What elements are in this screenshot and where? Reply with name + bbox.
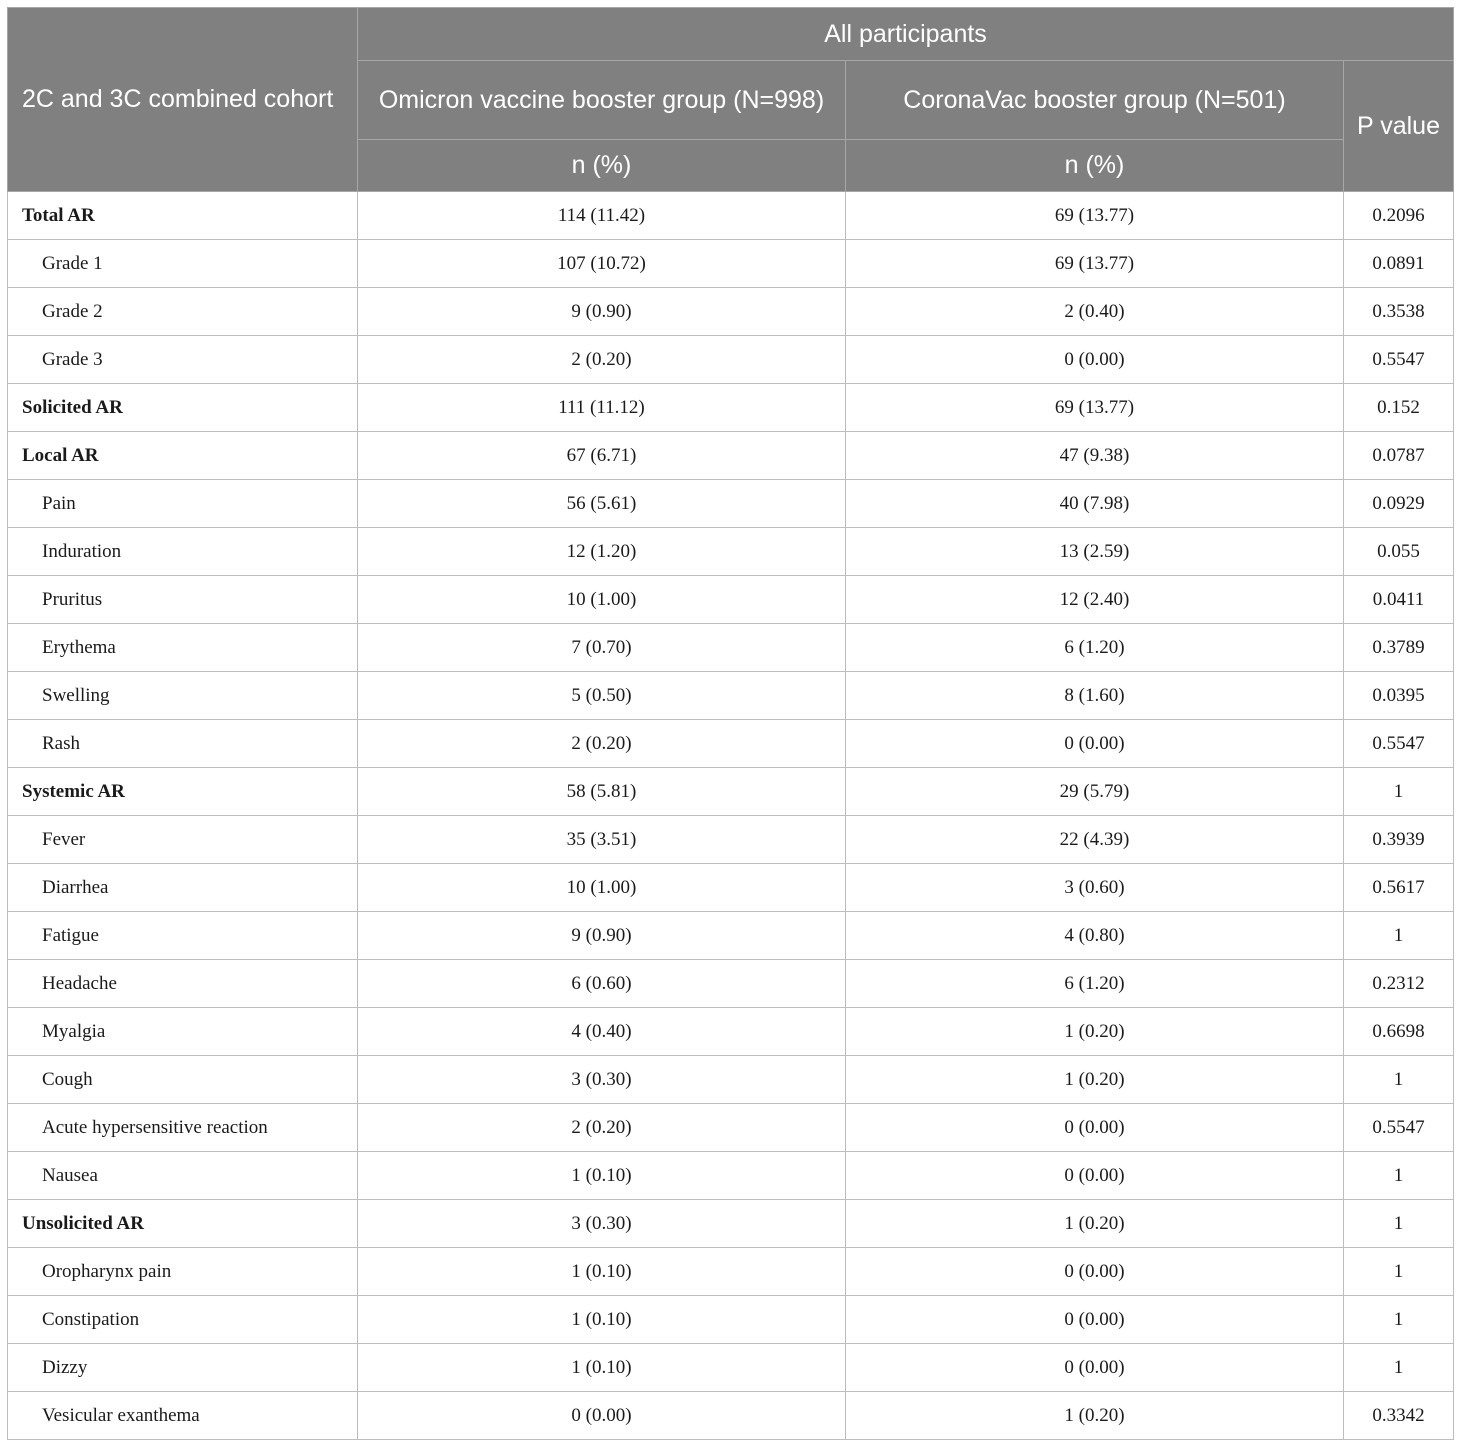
p-value-cell: 1 bbox=[1344, 1056, 1454, 1104]
coronavac-value-cell: 0 (0.00) bbox=[846, 1152, 1344, 1200]
table-row bbox=[8, 336, 1454, 384]
table-row bbox=[8, 432, 1454, 480]
row-label-cell: Oropharynx pain bbox=[8, 1248, 358, 1296]
p-value-cell: 0.3342 bbox=[1344, 1392, 1454, 1440]
p-value-cell: 0.055 bbox=[1344, 528, 1454, 576]
table-row bbox=[8, 912, 1454, 960]
omicron-value-cell: 7 (0.70) bbox=[358, 624, 846, 672]
row-label-cell: Erythema bbox=[8, 624, 358, 672]
omicron-value-cell: 111 (11.12) bbox=[358, 384, 846, 432]
row-label-cell: Nausea bbox=[8, 1152, 358, 1200]
coronavac-value-cell: 2 (0.40) bbox=[846, 288, 1344, 336]
table-row bbox=[8, 768, 1454, 816]
omicron-value-cell: 35 (3.51) bbox=[358, 816, 846, 864]
table-row bbox=[8, 288, 1454, 336]
row-label-cell: Unsolicited AR bbox=[8, 1200, 358, 1248]
coronavac-value-cell: 0 (0.00) bbox=[846, 1296, 1344, 1344]
p-value-cell: 1 bbox=[1344, 1296, 1454, 1344]
omicron-value-cell: 2 (0.20) bbox=[358, 1104, 846, 1152]
coronavac-value-cell: 1 (0.20) bbox=[846, 1008, 1344, 1056]
row-label-cell: Fever bbox=[8, 816, 358, 864]
table-row bbox=[8, 528, 1454, 576]
table-row bbox=[8, 1056, 1454, 1104]
omicron-value-cell: 2 (0.20) bbox=[358, 336, 846, 384]
table-row bbox=[8, 1104, 1454, 1152]
table-row bbox=[8, 1296, 1454, 1344]
row-label-cell: Dizzy bbox=[8, 1344, 358, 1392]
p-value-cell: 0.5547 bbox=[1344, 1104, 1454, 1152]
coronavac-value-cell: 1 (0.20) bbox=[846, 1392, 1344, 1440]
coronavac-n-pct-header: n (%) bbox=[846, 140, 1344, 192]
coronavac-value-cell: 4 (0.80) bbox=[846, 912, 1344, 960]
row-label-cell: Pruritus bbox=[8, 576, 358, 624]
row-label-cell: Rash bbox=[8, 720, 358, 768]
table-row bbox=[8, 1392, 1454, 1440]
row-label-cell: Diarrhea bbox=[8, 864, 358, 912]
omicron-value-cell: 67 (6.71) bbox=[358, 432, 846, 480]
coronavac-group-header: CoronaVac booster group (N=501) bbox=[846, 61, 1344, 140]
cohort-header: 2C and 3C combined cohort bbox=[8, 8, 358, 192]
omicron-value-cell: 10 (1.00) bbox=[358, 864, 846, 912]
row-label-cell: Induration bbox=[8, 528, 358, 576]
row-label-cell: Swelling bbox=[8, 672, 358, 720]
omicron-value-cell: 4 (0.40) bbox=[358, 1008, 846, 1056]
table-row bbox=[8, 816, 1454, 864]
table-row bbox=[8, 1200, 1454, 1248]
table-row bbox=[8, 480, 1454, 528]
coronavac-value-cell: 1 (0.20) bbox=[846, 1056, 1344, 1104]
coronavac-value-cell: 0 (0.00) bbox=[846, 1248, 1344, 1296]
table-row bbox=[8, 1248, 1454, 1296]
row-label-cell: Solicited AR bbox=[8, 384, 358, 432]
coronavac-value-cell: 47 (9.38) bbox=[846, 432, 1344, 480]
table-row bbox=[8, 672, 1454, 720]
p-value-cell: 0.6698 bbox=[1344, 1008, 1454, 1056]
p-value-cell: 0.152 bbox=[1344, 384, 1454, 432]
omicron-value-cell: 9 (0.90) bbox=[358, 288, 846, 336]
omicron-value-cell: 114 (11.42) bbox=[358, 192, 846, 240]
omicron-value-cell: 1 (0.10) bbox=[358, 1344, 846, 1392]
p-value-cell: 1 bbox=[1344, 1200, 1454, 1248]
row-label-cell: Constipation bbox=[8, 1296, 358, 1344]
omicron-value-cell: 1 (0.10) bbox=[358, 1248, 846, 1296]
p-value-cell: 0.3939 bbox=[1344, 816, 1454, 864]
coronavac-value-cell: 22 (4.39) bbox=[846, 816, 1344, 864]
row-label-cell: Cough bbox=[8, 1056, 358, 1104]
row-label-cell: Total AR bbox=[8, 192, 358, 240]
omicron-value-cell: 107 (10.72) bbox=[358, 240, 846, 288]
coronavac-value-cell: 1 (0.20) bbox=[846, 1200, 1344, 1248]
omicron-value-cell: 56 (5.61) bbox=[358, 480, 846, 528]
omicron-n-pct-header: n (%) bbox=[358, 140, 846, 192]
row-label-cell: Vesicular exanthema bbox=[8, 1392, 358, 1440]
omicron-value-cell: 58 (5.81) bbox=[358, 768, 846, 816]
omicron-value-cell: 3 (0.30) bbox=[358, 1056, 846, 1104]
p-value-cell: 0.0395 bbox=[1344, 672, 1454, 720]
omicron-value-cell: 6 (0.60) bbox=[358, 960, 846, 1008]
omicron-value-cell: 9 (0.90) bbox=[358, 912, 846, 960]
table-body bbox=[8, 192, 1454, 1440]
coronavac-value-cell: 6 (1.20) bbox=[846, 960, 1344, 1008]
coronavac-value-cell: 0 (0.00) bbox=[846, 720, 1344, 768]
row-label-cell: Local AR bbox=[8, 432, 358, 480]
p-value-cell: 0.5547 bbox=[1344, 720, 1454, 768]
p-value-cell: 0.5547 bbox=[1344, 336, 1454, 384]
row-label-cell: Grade 2 bbox=[8, 288, 358, 336]
table-row bbox=[8, 864, 1454, 912]
coronavac-value-cell: 0 (0.00) bbox=[846, 1104, 1344, 1152]
p-value-cell: 0.0929 bbox=[1344, 480, 1454, 528]
omicron-value-cell: 10 (1.00) bbox=[358, 576, 846, 624]
table-row bbox=[8, 384, 1454, 432]
adverse-reactions-table bbox=[7, 7, 1454, 1440]
p-value-cell: 0.3789 bbox=[1344, 624, 1454, 672]
coronavac-value-cell: 0 (0.00) bbox=[846, 336, 1344, 384]
coronavac-value-cell: 69 (13.77) bbox=[846, 240, 1344, 288]
row-label-cell: Pain bbox=[8, 480, 358, 528]
coronavac-value-cell: 69 (13.77) bbox=[846, 384, 1344, 432]
omicron-value-cell: 12 (1.20) bbox=[358, 528, 846, 576]
p-value-cell: 1 bbox=[1344, 1248, 1454, 1296]
omicron-value-cell: 3 (0.30) bbox=[358, 1200, 846, 1248]
omicron-value-cell: 2 (0.20) bbox=[358, 720, 846, 768]
table-row bbox=[8, 240, 1454, 288]
coronavac-value-cell: 29 (5.79) bbox=[846, 768, 1344, 816]
omicron-value-cell: 0 (0.00) bbox=[358, 1392, 846, 1440]
coronavac-value-cell: 69 (13.77) bbox=[846, 192, 1344, 240]
p-value-cell: 1 bbox=[1344, 912, 1454, 960]
row-label-cell: Myalgia bbox=[8, 1008, 358, 1056]
omicron-value-cell: 1 (0.10) bbox=[358, 1152, 846, 1200]
row-label-cell: Headache bbox=[8, 960, 358, 1008]
row-label-cell: Fatigue bbox=[8, 912, 358, 960]
omicron-value-cell: 1 (0.10) bbox=[358, 1296, 846, 1344]
coronavac-value-cell: 6 (1.20) bbox=[846, 624, 1344, 672]
p-value-cell: 1 bbox=[1344, 1344, 1454, 1392]
coronavac-value-cell: 12 (2.40) bbox=[846, 576, 1344, 624]
p-value-cell: 0.0891 bbox=[1344, 240, 1454, 288]
p-value-cell: 0.0787 bbox=[1344, 432, 1454, 480]
table-row bbox=[8, 1344, 1454, 1392]
p-value-cell: 0.0411 bbox=[1344, 576, 1454, 624]
table-row bbox=[8, 624, 1454, 672]
row-label-cell: Grade 3 bbox=[8, 336, 358, 384]
coronavac-value-cell: 0 (0.00) bbox=[846, 1344, 1344, 1392]
row-label-cell: Systemic AR bbox=[8, 768, 358, 816]
p-value-cell: 1 bbox=[1344, 768, 1454, 816]
table-row bbox=[8, 720, 1454, 768]
row-label-cell: Acute hypersensitive reaction bbox=[8, 1104, 358, 1152]
omicron-group-header: Omicron vaccine booster group (N=998) bbox=[358, 61, 846, 140]
table-row bbox=[8, 960, 1454, 1008]
p-value-cell: 0.3538 bbox=[1344, 288, 1454, 336]
coronavac-value-cell: 40 (7.98) bbox=[846, 480, 1344, 528]
table-row bbox=[8, 192, 1454, 240]
p-value-cell: 0.2312 bbox=[1344, 960, 1454, 1008]
p-value-cell: 0.2096 bbox=[1344, 192, 1454, 240]
omicron-value-cell: 5 (0.50) bbox=[358, 672, 846, 720]
coronavac-value-cell: 3 (0.60) bbox=[846, 864, 1344, 912]
row-label-cell: Grade 1 bbox=[8, 240, 358, 288]
coronavac-value-cell: 13 (2.59) bbox=[846, 528, 1344, 576]
table-row bbox=[8, 576, 1454, 624]
p-value-cell: 1 bbox=[1344, 1152, 1454, 1200]
all-participants-header: All participants bbox=[358, 8, 1454, 61]
table-row bbox=[8, 1008, 1454, 1056]
table-row bbox=[8, 1152, 1454, 1200]
p-value-header: P value bbox=[1344, 61, 1454, 192]
coronavac-value-cell: 8 (1.60) bbox=[846, 672, 1344, 720]
table-header bbox=[8, 8, 1454, 192]
p-value-cell: 0.5617 bbox=[1344, 864, 1454, 912]
